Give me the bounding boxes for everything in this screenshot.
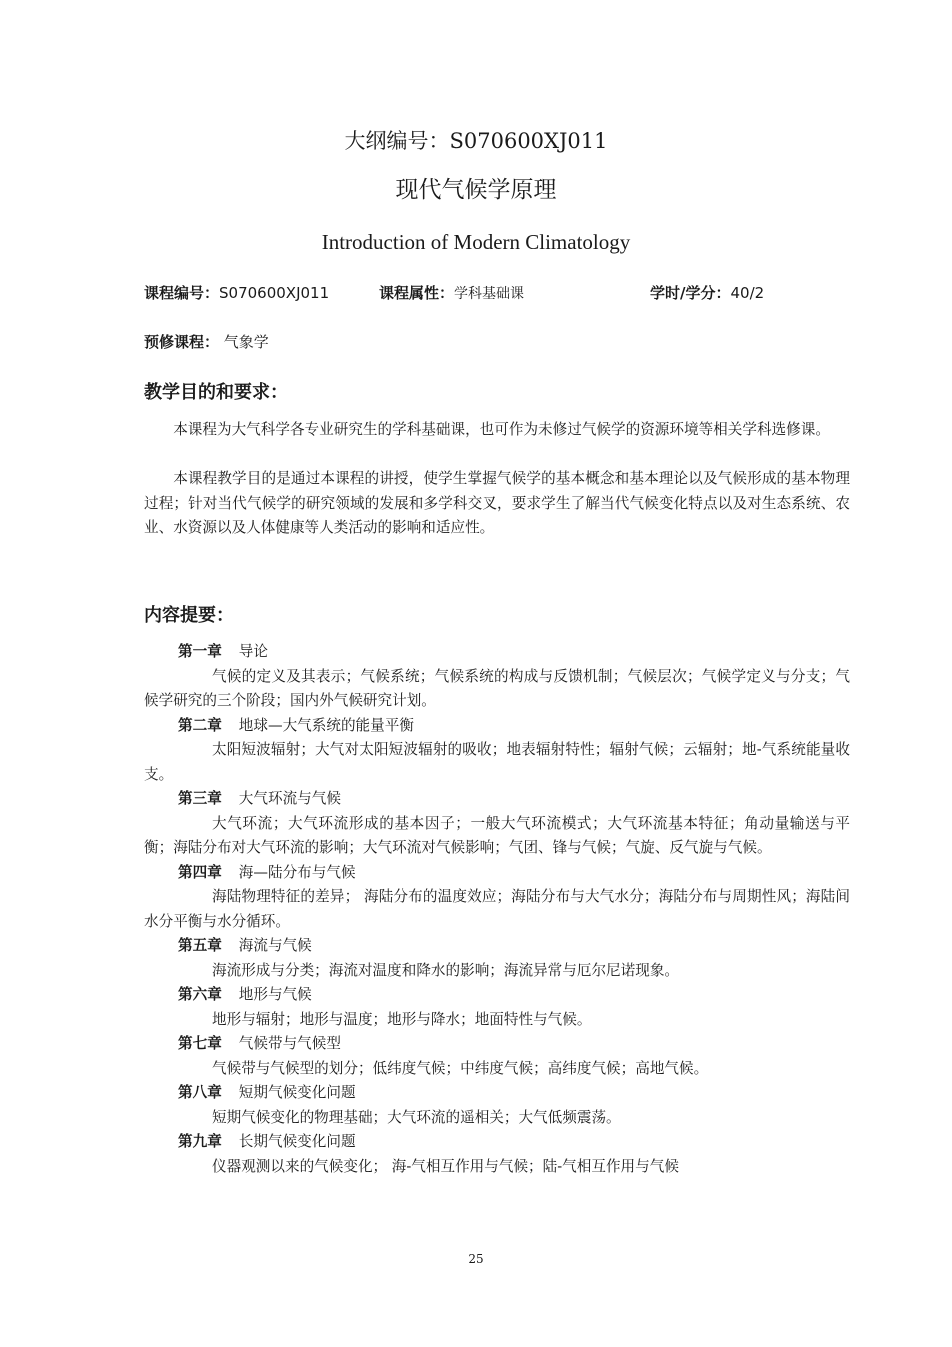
chapter-4 xyxy=(144,861,850,935)
chapter-body: 太阳短波辐射；大气对太阳短波辐射的吸收；地表辐射特性；辐射气候；云辐射；地-气系统能量收支。 xyxy=(144,741,850,783)
prerequisite-row xyxy=(144,331,269,353)
chapter-title: 导论 xyxy=(238,643,268,660)
chapter-7 xyxy=(178,1032,850,1081)
chapter-label: 第八章 xyxy=(178,1084,222,1101)
chapter-label: 第四章 xyxy=(178,863,222,881)
chapter-body: 海流形成与分类；海流对温度和降水的影响；海流异常与厄尔尼诺现象。 xyxy=(212,961,680,979)
chapter-9 xyxy=(178,1130,850,1179)
course-title-en: Introduction of Modern Climatology xyxy=(321,230,631,254)
chapter-body: 气候带与气候型的划分；低纬度气候；中纬度气候；高纬度气候；高地气候。 xyxy=(212,1059,709,1077)
chapter-list xyxy=(144,640,850,1179)
chapter-label: 第一章 xyxy=(178,643,222,660)
objectives-heading: 教学目的和要求： xyxy=(144,382,288,403)
objectives-paragraph: 本课程教学目的是通过本课程的讲授，使学生掌握气候学的基本概念和基本理论以及气候形成的基本物理过程；针对当代气候学的研究领域的发展和多学科交叉，要求学生了解当代气候变化特点以及对生态系统、农业、水资源以及人体健康等人类活动的影响和适应性。 xyxy=(144,470,850,536)
chapter-1 xyxy=(144,640,850,714)
chapter-title: 海—陆分布与气候 xyxy=(238,863,356,881)
course-attribute xyxy=(379,282,524,305)
course-attribute-label: 课程属性： xyxy=(379,284,455,302)
course-hours-credits xyxy=(650,282,764,304)
chapter-label: 第六章 xyxy=(178,986,222,1003)
chapter-title: 短期气候变化问题 xyxy=(238,1084,356,1101)
chapter-title: 大气环流与气候 xyxy=(238,790,341,807)
chapter-title: 地球—大气系统的能量平衡 xyxy=(238,716,414,734)
chapter-body: 海陆物理特征的差异； 海陆分布的温度效应；海陆分布与大气水分；海陆分布与周期性风；海陆间水分平衡与水分循环。 xyxy=(144,888,850,930)
course-hours-label: 学时/学分： xyxy=(650,284,731,302)
chapter-body: 短期气候变化的物理基础；大气环流的遥相关；大气低频震荡。 xyxy=(212,1108,621,1126)
prerequisite-label: 预修课程： xyxy=(144,333,220,351)
chapter-label: 第九章 xyxy=(178,1133,222,1150)
outline-number: 大纲编号：S070600XJ011 xyxy=(344,129,608,153)
course-info-row xyxy=(144,282,844,304)
chapter-label: 第七章 xyxy=(178,1035,222,1052)
chapter-title: 地形与气候 xyxy=(238,986,312,1003)
content-heading: 内容提要： xyxy=(144,605,234,626)
chapter-label: 第五章 xyxy=(178,937,222,954)
course-code xyxy=(144,282,329,304)
chapter-label: 第二章 xyxy=(178,716,222,734)
prerequisite-value: 气象学 xyxy=(223,333,269,351)
chapter-body: 大气环流；大气环流形成的基本因子；一般大气环流模式；大气环流基本特征；角动量输送与平衡；海陆分布对大气环流的影响；大气环流对气候影响；气团、锋与气候；气旋、反气旋与气候。 xyxy=(144,814,850,856)
page-number: 25 xyxy=(468,1252,484,1266)
chapter-6 xyxy=(178,983,850,1032)
chapter-3 xyxy=(144,787,850,861)
chapter-title: 气候带与气候型 xyxy=(238,1035,341,1052)
course-code-value: S070600XJ011 xyxy=(219,284,330,302)
chapter-title: 海流与气候 xyxy=(238,937,312,954)
objectives-paragraph: 本课程为大气科学各专业研究生的学科基础课，也可作为未修过气候学的资源环境等相关学科选修课。 xyxy=(173,421,830,438)
course-title-cn: 现代气候学原理 xyxy=(395,177,557,203)
chapter-5 xyxy=(178,934,850,983)
course-attribute-value: 学科基础课 xyxy=(454,286,525,302)
course-code-label: 课程编号： xyxy=(144,284,220,302)
chapter-body: 气候的定义及其表示；气候系统；气候系统的构成与反馈机制；气候层次；气候学定义与分支；气候学研究的三个阶段；国内外气候研究计划。 xyxy=(144,667,850,709)
course-hours-value: 40/2 xyxy=(730,284,765,302)
chapter-title: 长期气候变化问题 xyxy=(238,1133,356,1150)
chapter-body: 仪器观测以来的气候变化； 海-气相互作用与气候；陆-气相互作用与气候 xyxy=(212,1157,679,1175)
chapter-body: 地形与辐射；地形与温度；地形与降水；地面特性与气候。 xyxy=(212,1010,592,1028)
chapter-2 xyxy=(144,714,850,788)
chapter-8 xyxy=(178,1081,850,1130)
chapter-label: 第三章 xyxy=(178,790,222,807)
